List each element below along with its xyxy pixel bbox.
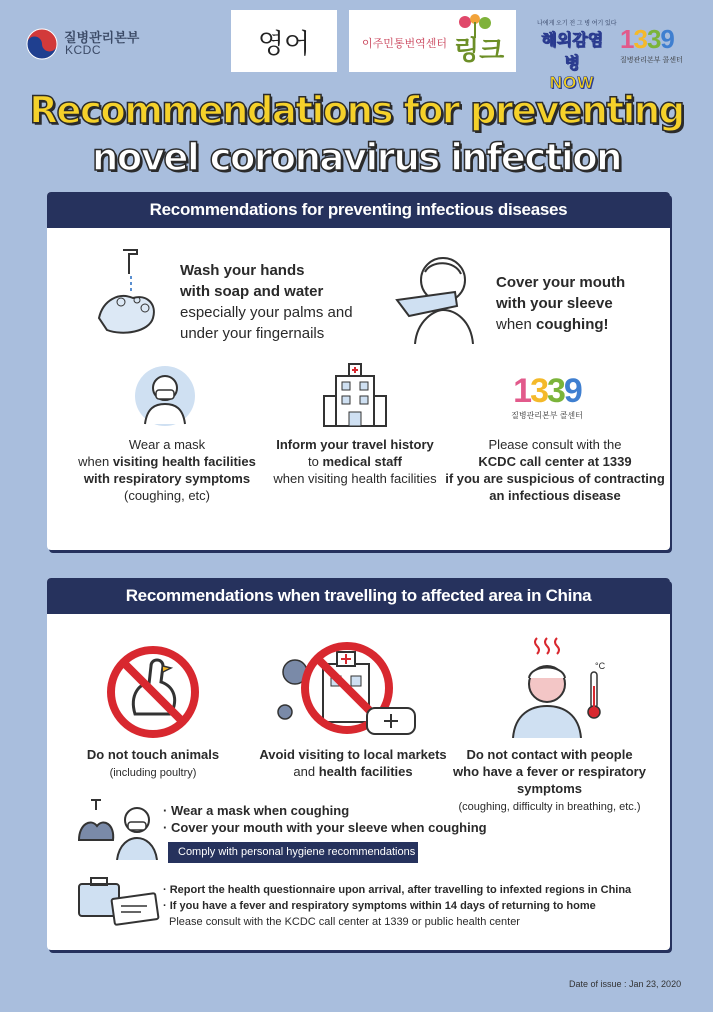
consult-logo-number (492, 372, 602, 410)
animals-text (57, 746, 249, 781)
hand-washing-icon (93, 248, 163, 340)
fever-line2: who have a fever or respiratory symptoms (453, 764, 646, 796)
no-poultry-icon (105, 644, 201, 740)
masked-person-icon (133, 364, 197, 428)
consult-1339-logo (492, 372, 602, 432)
prevention-panel-heading: Recommendations for preventing infectious diseases (47, 192, 670, 228)
consult-digit-9: 9 (563, 372, 581, 410)
link-center-name: 이주민통번역센터 (362, 38, 448, 50)
hospital-building-icon (322, 362, 388, 428)
consult-line3: if you are suspicious of contracting (445, 471, 665, 486)
consult-digit-3a: 3 (530, 372, 547, 410)
consult-digit-1: 1 (513, 372, 531, 410)
call-digit-3a: 3 (633, 24, 647, 54)
wash-hands-text (180, 260, 410, 344)
mask-line4: (coughing, etc) (124, 488, 210, 503)
consult-digit-3b: 3 (547, 372, 564, 410)
hygiene-item2: · Cover your mouth with your sleeve when coughing (163, 820, 487, 835)
language-label-box (231, 10, 337, 72)
fever-person-icon (509, 634, 609, 738)
report-item3: Please consult with the KCDC call center at 1339 or public health center (169, 916, 520, 928)
markets-line2-pre: and (293, 764, 319, 779)
call-digit-3b: 3 (646, 24, 661, 54)
mask-line2-bold: visiting health facilities (112, 454, 256, 469)
report-list (163, 882, 663, 930)
cover-mouth-text (496, 272, 666, 335)
cover-line1: Cover your mouth (496, 274, 626, 291)
markets-line1: Avoid visiting to local markets (259, 747, 447, 762)
travel-line1: Inform your travel history (276, 437, 434, 452)
mask-text (67, 436, 267, 504)
link-center-brand: 링크 (454, 35, 505, 65)
consult-line1: Please consult with the (488, 437, 622, 452)
prevention-panel (47, 192, 670, 550)
travel-line2-pre: to (308, 454, 323, 469)
link-center-logo (349, 10, 516, 72)
mask-line1: Wear a mask (128, 437, 206, 452)
markets-line2-bold: health facilities (318, 764, 413, 779)
taegeuk-emblem-icon (26, 28, 58, 60)
travel-line2-bold: medical staff (322, 454, 402, 469)
markets-text (243, 746, 463, 780)
consult-text (445, 436, 665, 504)
issue-date: Date of issue : Jan 23, 2020 (569, 979, 682, 989)
call-digit-1: 1 (620, 24, 634, 54)
consult-line4: an infectious disease (489, 488, 621, 503)
page-title-line2: novel coronavirus infection (92, 136, 621, 179)
mask-line3: with respiratory symptoms (83, 471, 251, 486)
wash-line3: especially your palms and (180, 304, 353, 321)
no-market-virus-icon (275, 642, 425, 742)
hygiene-banner: Comply with personal hygiene recommendations (168, 842, 418, 863)
now-korean: 해외감염병 (541, 32, 603, 72)
kcdc-english-name: KCDC (65, 43, 102, 57)
call-number (620, 24, 696, 55)
consult-line2: KCDC call center at 1339 (478, 454, 632, 469)
hygiene-item1: · Wear a mask when coughing (163, 803, 350, 818)
call-sub-label: 질병관리본부 콜센터 (620, 57, 683, 64)
travel-history-text (260, 436, 450, 487)
travel-panel (47, 578, 670, 950)
wash-line2: with soap and water (180, 283, 324, 300)
animals-line2: (including poultry) (109, 767, 197, 779)
overseas-infection-now-logo (537, 18, 617, 92)
travel-line3: when visiting health facilities (273, 471, 437, 486)
fever-line1: Do not contact with people (466, 747, 633, 762)
cover-cough-icon (395, 250, 481, 344)
report-item1: · Report the health questionnaire upon arrival, after travelling to infexted regions in China (163, 884, 632, 896)
now-tagline: 나에게 오기 전 그 병 여기 있다 (537, 21, 617, 27)
now-english: NOW (549, 73, 595, 92)
page-title-line1: Recommendations for preventing (29, 89, 684, 132)
mask-line2-pre: when (78, 454, 113, 469)
language-label: 영어 (257, 28, 311, 59)
cover-line3-bold: coughing! (536, 316, 609, 333)
fever-line3: (coughing, difficulty in breathing, etc.) (458, 801, 641, 813)
temperature-label: °C (595, 661, 606, 671)
call-center-1339-logo (620, 24, 696, 70)
wash-line4: under your fingernails (180, 325, 325, 342)
consult-logo-sub: 질병관리본부 콜센터 (511, 411, 583, 420)
call-digit-9: 9 (660, 24, 674, 54)
kcdc-logo (26, 26, 146, 60)
kcdc-korean-name: 질병관리본부 (64, 30, 140, 45)
cover-line3-pre: when (496, 316, 537, 333)
hygiene-mask-handwash-icon (75, 796, 161, 860)
cover-line2: with your sleeve (496, 295, 613, 312)
travel-panel-heading: Recommendations when travelling to affected area in China (47, 578, 670, 614)
wash-line1: Wash your hands (180, 262, 305, 279)
luggage-questionnaire-icon (77, 876, 161, 926)
hygiene-list (163, 802, 493, 836)
animals-line1: Do not touch animals (86, 747, 220, 762)
report-item2: · If you have a fever and respiratory symptoms within 14 days of returning to home (163, 900, 596, 912)
